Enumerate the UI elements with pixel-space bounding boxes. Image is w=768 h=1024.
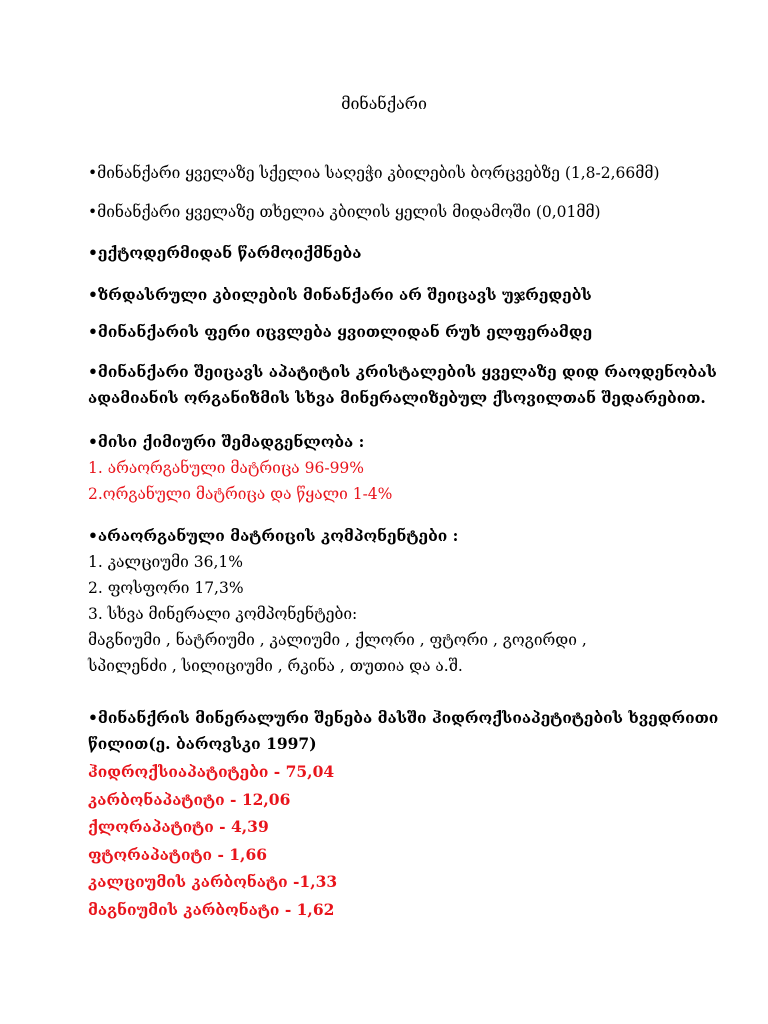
mineral-item-calcium-carbonate: კალციუმის კარბონატი -1,33	[88, 872, 338, 891]
mineral-item-hydroxyapatite: ჰიდროქსიაპატიტები - 75,04	[88, 762, 335, 781]
mineral-heading	[88, 705, 719, 757]
inorganic-item-calcium: 1. კალციუმი 36,1%	[88, 553, 243, 571]
fact-color: •მინანქარის ფერი იცვლება ყვითლიდან რუხ ელფერამდე	[88, 322, 593, 341]
chem-heading: •მისი ქიმიური შემადგენლობა :	[88, 432, 365, 451]
apatite-line-1: •მინანქარი შეიცავს აპატიტის კრისტალების ყველაზე დიდ რაოდენობას	[88, 362, 717, 381]
mineral-heading-line-1: •მინანქრის მინერალური შენება მასში ჰიდროქსიაპეტიტების ხვედრითი	[88, 708, 719, 727]
page-title: მინანქარი	[341, 94, 427, 113]
mineral-item-magnesium-carbonate: მაგნიუმის კარბონატი - 1,62	[88, 899, 335, 919]
chem-item-organic: 2.ორგანული მატრიცა და წყალი 1-4%	[88, 485, 393, 503]
inorganic-item-phosphorus: 2. ფოსფორი 17,3%	[88, 579, 244, 597]
inorganic-item-other-list-2: სპილენძი , სილიციუმი , რკინა , თუთია და ა.შ.	[88, 657, 463, 675]
mineral-heading-line-2: წილით(ე. ბაროვსკი 1997)	[88, 734, 317, 753]
inorganic-heading: •არაორგანული მატრიცის კომპონენტები :	[88, 526, 459, 545]
fact-no-cells: •ზრდასრული კბილების მინანქარი არ შეიცავს უჯრედებს	[88, 285, 592, 304]
apatite-line-2: ადამიანის ორგანიზმის სხვა მინერალიზებულ ქსოვილთან შედარებით.	[88, 388, 706, 407]
inorganic-item-other-list-1: მაგნიუმი , ნატრიუმი , კალიუმი , ქლორი , ფტორი , გოგირდი ,	[88, 631, 587, 649]
fact-thinnest: •მინანქარი ყველაზე თხელია კბილის ყელის მიდამოში (0,01მმ)	[88, 203, 601, 221]
inorganic-list	[88, 549, 708, 679]
inorganic-item-other: 3. სხვა მინერალი კომპონენტები:	[88, 605, 358, 623]
mineral-item-carbonapatite: კარბონაპატიტი - 12,06	[88, 789, 291, 809]
mineral-item-fluorapatite: ფტორაპატიტი - 1,66	[88, 844, 268, 864]
apatite-paragraph	[88, 359, 717, 411]
fact-thickest: •მინანქარი ყველაზე სქელია საღეჭი კბილების ბორცვებზე (1,8-2,66მმ)	[88, 164, 660, 182]
chem-list	[88, 455, 708, 507]
mineral-item-chlorapatite: ქლორაპატიტი - 4,39	[88, 817, 269, 836]
chem-item-inorganic: 1. არაორგანული მატრიცა 96-99%	[88, 459, 365, 477]
fact-origin: •ექტოდერმიდან წარმოიქმნება	[88, 243, 362, 262]
mineral-list	[88, 758, 708, 923]
